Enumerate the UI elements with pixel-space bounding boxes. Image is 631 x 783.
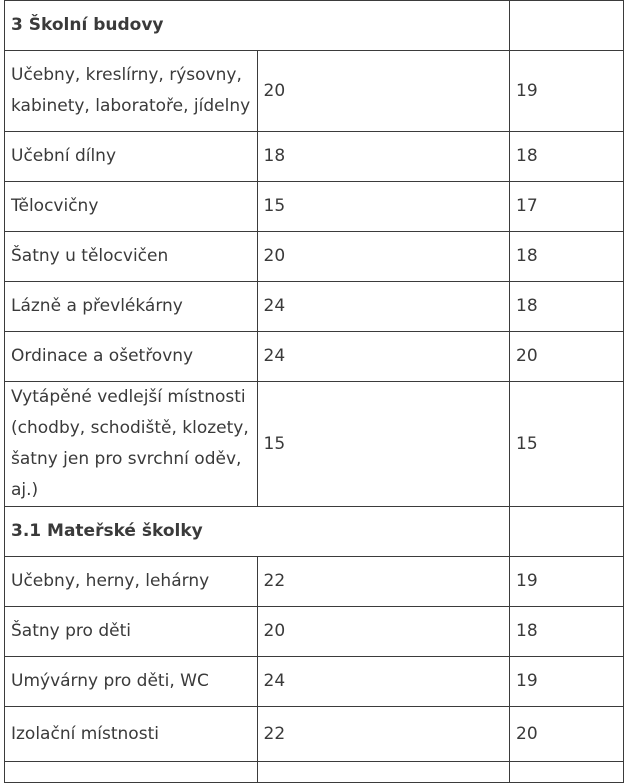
value-2: 19 — [510, 557, 624, 607]
value-1: 22 — [257, 707, 510, 762]
value-1: 24 — [257, 657, 510, 707]
temperature-table — [4, 0, 624, 783]
table-row — [5, 332, 624, 382]
table-row — [5, 607, 624, 657]
value-2: 19 — [510, 51, 624, 132]
empty-cell — [257, 762, 510, 783]
table-row — [5, 232, 624, 282]
room-name: Šatny pro děti — [5, 607, 258, 657]
empty-cell — [510, 507, 624, 557]
room-name: Vytápěné vedlejší místnosti (chodby, schodiště, klozety, šatny jen pro svrchní oděv, aj.) — [5, 382, 258, 507]
room-name: Ordinace a ošetřovny — [5, 332, 258, 382]
section-title: 3 Školní budovy — [5, 1, 510, 51]
value-2: 15 — [510, 382, 624, 507]
value-2: 20 — [510, 707, 624, 762]
value-2: 20 — [510, 332, 624, 382]
value-1: 20 — [257, 51, 510, 132]
empty-cell — [5, 762, 258, 783]
room-name: Izolační místnosti — [5, 707, 258, 762]
empty-cell — [510, 1, 624, 51]
value-1: 20 — [257, 607, 510, 657]
room-name: Tělocvičny — [5, 182, 258, 232]
empty-cell — [510, 762, 624, 783]
room-name: Učebny, herny, lehárny — [5, 557, 258, 607]
room-name: Šatny u tělocvičen — [5, 232, 258, 282]
table-row — [5, 657, 624, 707]
value-2: 18 — [510, 232, 624, 282]
value-1: 18 — [257, 132, 510, 182]
table-row-partial — [5, 762, 624, 783]
table-row — [5, 557, 624, 607]
value-1: 15 — [257, 182, 510, 232]
room-name: Lázně a převlékárny — [5, 282, 258, 332]
value-2: 19 — [510, 657, 624, 707]
table-row — [5, 282, 624, 332]
table-row — [5, 182, 624, 232]
value-2: 18 — [510, 132, 624, 182]
value-1: 15 — [257, 382, 510, 507]
value-2: 17 — [510, 182, 624, 232]
value-1: 24 — [257, 282, 510, 332]
section-header-row — [5, 507, 624, 557]
value-1: 24 — [257, 332, 510, 382]
room-name: Učebny, kreslírny, rýsovny, kabinety, laboratoře, jídelny — [5, 51, 258, 132]
value-2: 18 — [510, 607, 624, 657]
table-row — [5, 382, 624, 507]
table-row — [5, 51, 624, 132]
section-title: 3.1 Mateřské školky — [5, 507, 510, 557]
room-name: Umývárny pro děti, WC — [5, 657, 258, 707]
section-header-row — [5, 1, 624, 51]
value-1: 20 — [257, 232, 510, 282]
table-row — [5, 707, 624, 762]
value-2: 18 — [510, 282, 624, 332]
room-name: Učební dílny — [5, 132, 258, 182]
value-1: 22 — [257, 557, 510, 607]
table-row — [5, 132, 624, 182]
